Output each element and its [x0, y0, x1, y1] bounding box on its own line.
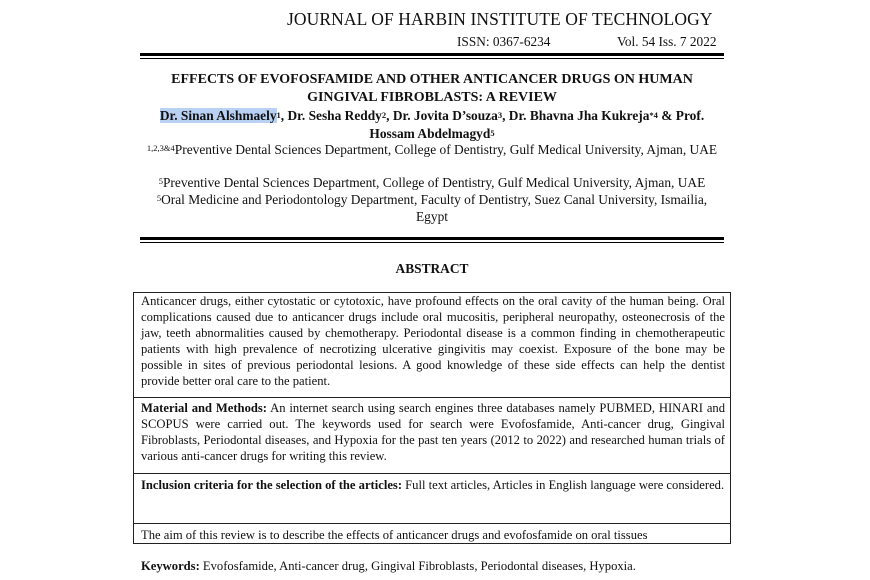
inclusion-label: Inclusion criteria for the selection of the articles: [141, 478, 403, 492]
methods-label: Material and Methods: [141, 401, 267, 415]
methods-paragraph: Material and Methods: An internet search using search engines three databases namely PUBMED, HINARI and SCOPUS were carried out. The keywords used for search were Evofosfamide, Anti-cancer drug, Gingival Fibroblasts, Periodontal diseases, and Hypoxia for the past ten years (2012 to 2022) and researched human trials of various anti-cancer drugs for writing this review. [141, 401, 725, 463]
paper-title: EFFECTS OF EVOFOSFAMIDE AND OTHER ANTICANCER DRUGS ON HUMAN GINGIVAL FIBROBLASTS: A REVIEW [171, 72, 693, 105]
abstract-heading: ABSTRACT [395, 261, 469, 276]
author-sup: 5 [490, 128, 495, 138]
section-rule-thin [140, 242, 724, 243]
author-name[interactable]: Dr. Jovita D’souza [392, 108, 498, 123]
author-name-selected[interactable]: Dr. Sinan Alshmaely [159, 108, 277, 123]
aim-paragraph: The aim of this review is to describe the effects of anticancer drugs and evofosfamide on oral tissues [141, 528, 648, 542]
author-sup: 2 [381, 110, 387, 120]
volume-issue: Vol. 54 Iss. 7 2022 [617, 34, 717, 49]
affiliation: $^5$Preventive Dental Sciences Department, College of Dentistry, Gulf Medical University, Ajman, UAE [158, 175, 706, 190]
author-sup: 3 [497, 110, 503, 120]
author-name[interactable]: Dr. Sesha Reddy [287, 108, 382, 123]
header-rule-thick [140, 53, 724, 56]
author-list[interactable]: Dr. Sinan Alshmaely$^1$, Dr. Sesha Reddy$^2$, Dr. Jovita D’souza$^3$, Dr. Bhavna Jha Kukreja$^{*4}$ & Prof. Hossam Abdelmagyd$^5$ [159, 108, 705, 141]
inclusion-paragraph: Inclusion criteria for the selection of the articles: Full text articles, Articles in English language were considered. [141, 478, 725, 492]
header-rule-thin [140, 58, 724, 59]
keywords-label: Keywords: [141, 559, 200, 573]
affiliation: $^5$Oral Medicine and Periodontology Department, Faculty of Dentistry, Suez Canal University, Ismailia, Egypt [156, 192, 708, 224]
abstract-intro: Anticancer drugs, either cytostatic or cytotoxic, have profound effects on the oral cavity of the human being. Oral complications caused due to anticancer drugs include oral mucositis, peripheral neuropathy, osteonecrosis of the jaw, teeth abnormalities caused by chemotherapy. Periodontal disease is a common finding in chemotherapeutic patients with high prevalence of necrotizing ulcerative gingivitis may coexist. Exposure of the bone may be possible in sites of previous periodontal lesions. A good knowledge of these side effects can help the dentist provide better oral care to the patient. [141, 294, 725, 388]
section-rule-thick [140, 237, 724, 240]
affiliation: $^{1,2,3\&4}$Preventive Dental Sciences Department, College of Dentistry, Gulf Medical University, Ajman, UAE [146, 142, 718, 157]
journal-name: JOURNAL OF HARBIN INSTITUTE OF TECHNOLOGY [287, 9, 713, 29]
author-name[interactable]: Dr. Bhavna Jha Kukreja [508, 108, 650, 123]
author-sup: *4 [649, 110, 658, 120]
issn: ISSN: 0367-6234 [457, 34, 551, 49]
author-sup: 1 [276, 110, 281, 120]
author-name[interactable]: Prof. Hossam Abdelmagyd [369, 108, 705, 141]
keywords: Keywords: Evofosfamide, Anti-cancer drug, Gingival Fibroblasts, Periodontal diseases, Hypoxia. [141, 559, 636, 573]
